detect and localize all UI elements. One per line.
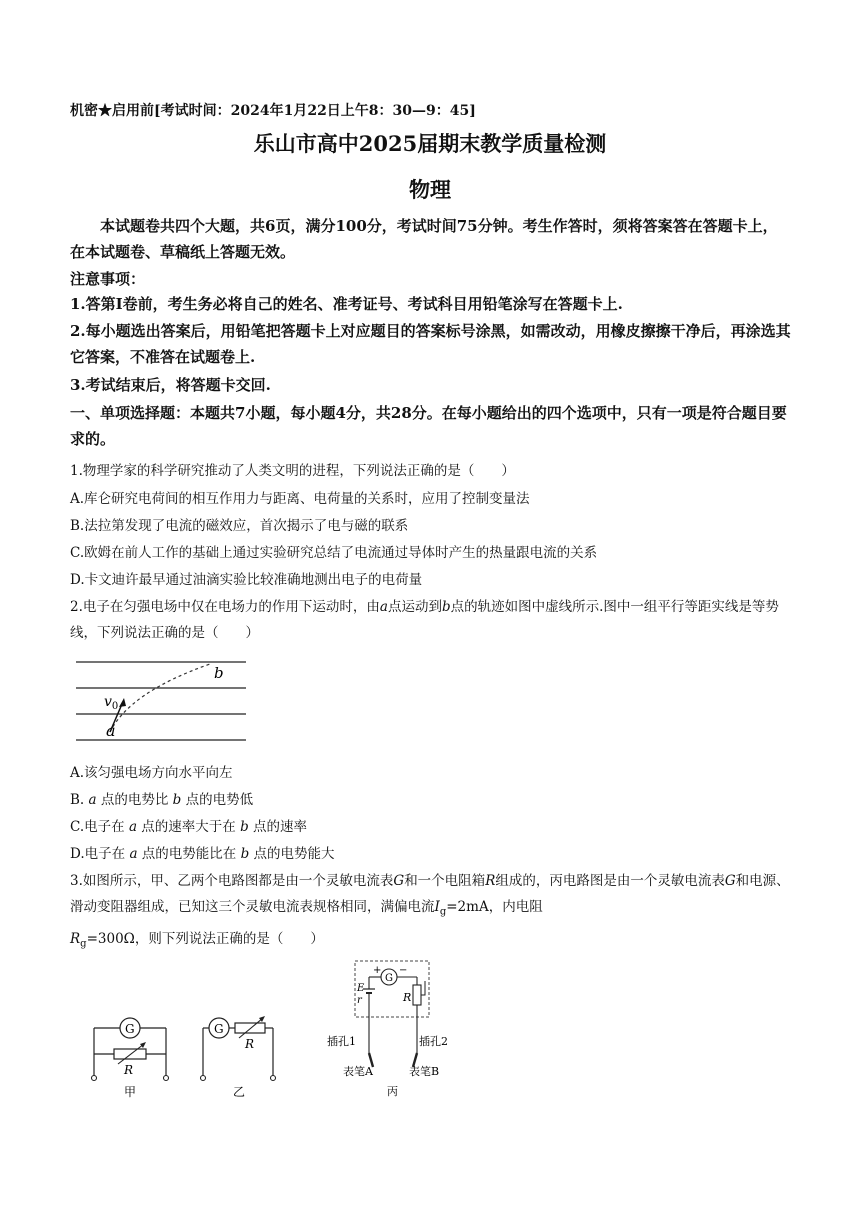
q1-stem: 1.物理学家的科学研究推动了人类文明的进程，下列说法正确的是（ ） [70, 463, 515, 479]
section-1-heading: 一、单项选择题：本题共7小题，每小题4分，共28分。在每小题给出的四个选项中，只有一项是符合题目要求的。 [70, 404, 787, 448]
notes-title: 注意事项： [70, 270, 146, 288]
q2-option-c: C.电子在 a 点的速率大于在 b 点的速率 [70, 819, 308, 835]
svg-text:甲: 甲 [124, 1085, 137, 1099]
q1-option-b: B.法拉第发现了电流的磁效应，首次揭示了电与磁的联系 [70, 518, 409, 534]
svg-text:R: R [124, 1063, 134, 1077]
svg-text:乙: 乙 [233, 1085, 246, 1099]
svg-text:丙: 丙 [387, 1085, 398, 1098]
q2-label-v0: $v_0$ [104, 694, 119, 712]
note-2: 2.每小题选出答案后，用铅笔把答题卡上对应题目的答案标号涂黑，如需改动，用橡皮擦擦干净后，再涂选其它答案，不准答在试题卷上. [70, 322, 791, 366]
svg-text:R: R [245, 1037, 255, 1051]
svg-text:−: − [399, 965, 408, 976]
q2-equipotential-figure [70, 652, 260, 748]
q1-option-a: A.库仑研究电荷间的相互作用力与距离、电荷量的关系时，应用了控制变量法 [70, 491, 530, 507]
svg-text:G: G [125, 1022, 135, 1036]
q3-circuit-bing [325, 955, 465, 1105]
q1-option-c: C.欧姆在前人工作的基础上通过实验研究总结了电流通过导体时产生的热量跟电流的关系 [70, 545, 598, 561]
confidential-header: 机密★启用前[考试时间：2024年1月22日上午8：30—9：45] [70, 103, 476, 119]
resistor-box-icon [114, 1049, 146, 1059]
note-3: 3.考试结束后，将答题卡交回. [70, 376, 271, 394]
svg-text:+: + [373, 965, 382, 976]
svg-text:插孔2: 插孔2 [419, 1035, 448, 1048]
note-1: 1.答第I卷前，考生务必将自己的姓名、准考证号、考试科目用铅笔涂写在答题卡上. [70, 295, 623, 313]
exam-intro: 本试题卷共四个大题，共6页，满分100分，考试时间75分钟。考生作答时，须将答案答在答题卡上，在本试题卷、草稿纸上答题无效。 [70, 217, 778, 261]
q2-option-d: D.电子在 a 点的电势能比在 b 点的电势能大 [70, 846, 335, 862]
svg-text:插孔1: 插孔1 [327, 1035, 356, 1048]
svg-text:G: G [214, 1022, 224, 1036]
q3-stem: 3.如图所示，甲、乙两个电路图都是由一个灵敏电流表G和一个电阻箱R组成的，丙电路图是由一个灵敏电流表G和电源、滑动变阻器组成，已知这三个灵敏电流表规格相同，满偏电流$I_g=2mA$，内电阻$R_g=300\Omega$，则下列说法正确的是（ ） [70, 873, 790, 950]
svg-text:R: R [403, 991, 412, 1004]
q2-stem: 2.电子在匀强电场中仅在电场力的作用下运动时，由a点运动到b点的轨迹如图中虚线所示.图中一组平行等距实线是等势线，下列说法正确的是（ ） [70, 599, 779, 641]
exam-title: 乐山市高中2025届期末教学质量检测 [253, 131, 607, 156]
q2-option-a: A.该匀强电场方向水平向左 [70, 765, 233, 781]
q1-option-d: D.卡文迪许最早通过油滴实验比较准确地测出电子的电荷量 [70, 572, 423, 588]
q3-circuit-yi [195, 1012, 285, 1104]
q2-trajectory [110, 664, 210, 732]
svg-text:表笔B: 表笔B [409, 1065, 440, 1078]
q2-label-b: b [214, 664, 224, 682]
q2-option-b: B. a 点的电势比 b 点的电势低 [70, 792, 254, 808]
svg-text:G: G [385, 973, 393, 984]
rheostat-icon [413, 985, 421, 1005]
q2-label-a: a [106, 721, 116, 740]
subject-title: 物理 [409, 177, 451, 202]
resistor-box-icon [235, 1023, 265, 1033]
q3-circuit-jia [80, 1012, 190, 1104]
svg-text:表笔A: 表笔A [343, 1065, 373, 1078]
svg-text:r: r [357, 995, 362, 1006]
svg-text:E: E [357, 983, 365, 994]
